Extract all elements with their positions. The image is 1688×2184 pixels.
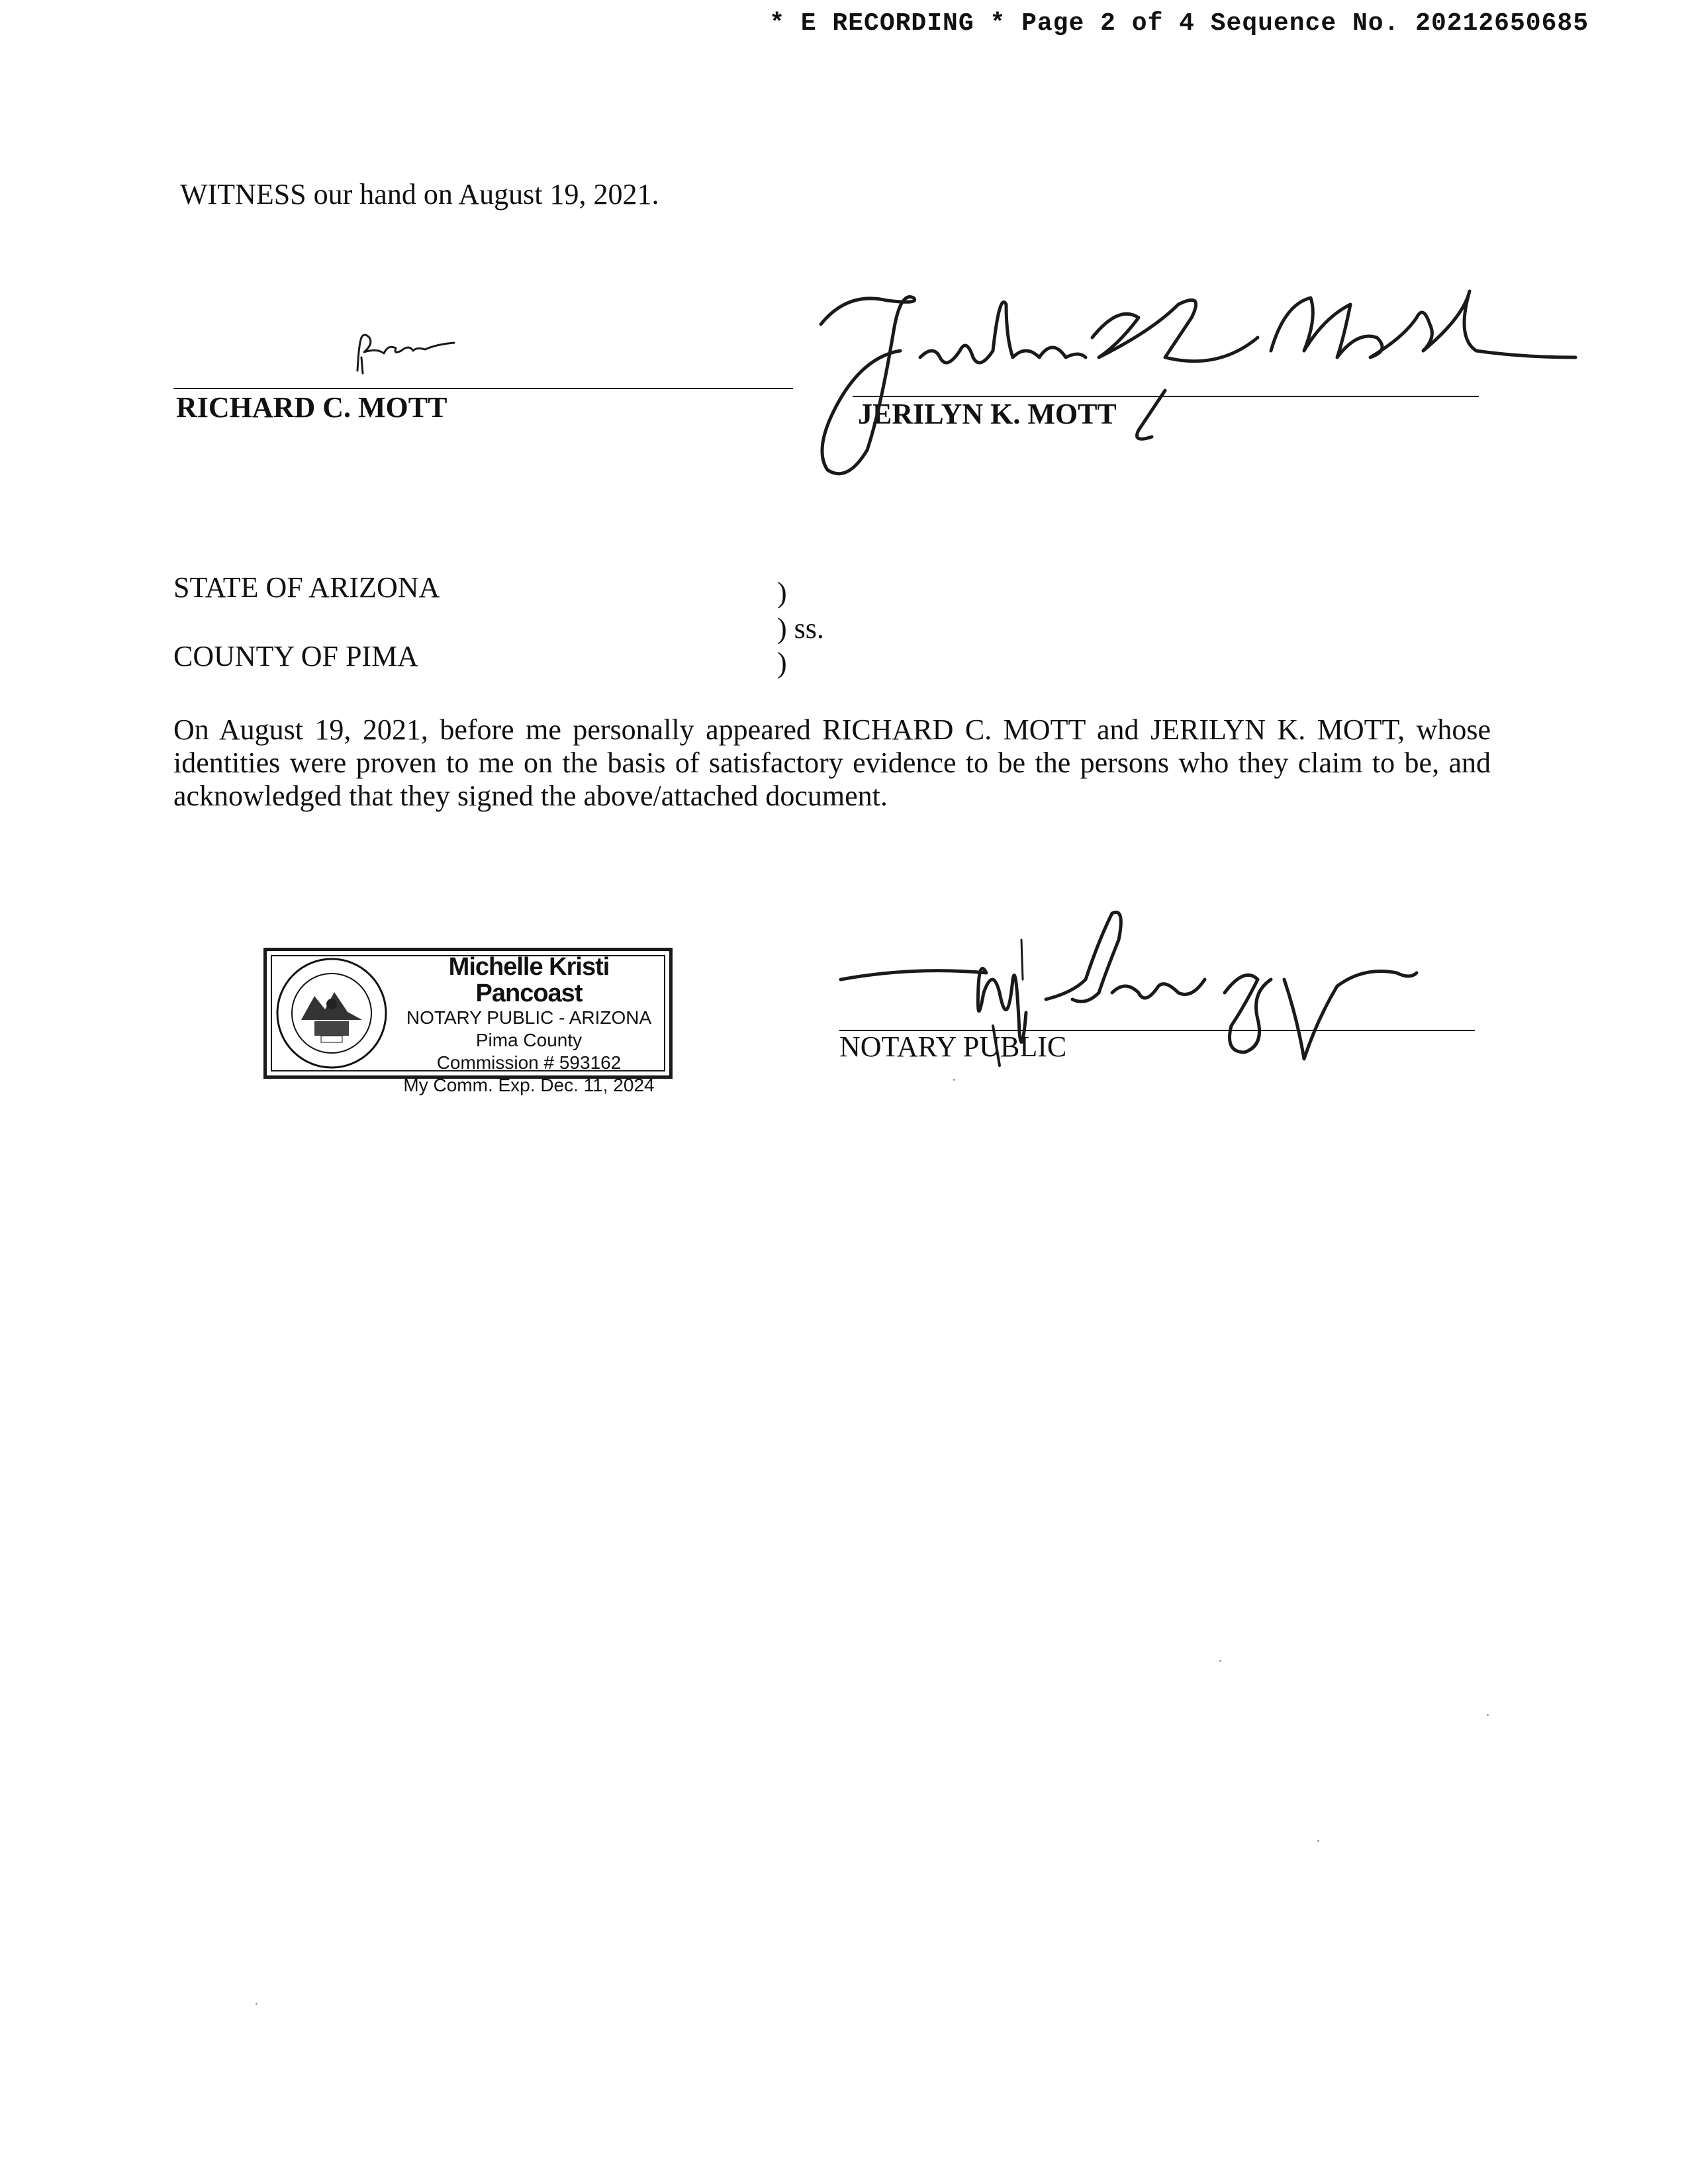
state-label: STATE OF ARIZONA: [173, 571, 440, 604]
county-label: COUNTY OF PIMA: [173, 640, 418, 672]
richard-initials-signature: [344, 318, 477, 384]
recording-header: * E RECORDING * Page 2 of 4 Sequence No. 20212650685: [769, 9, 1589, 38]
witness-line: WITNESS our hand on August 19, 2021.: [180, 178, 659, 210]
acknowledgment-paragraph: On August 19, 2021, before me personally appeared RICHARD C. MOTT and JERILYN K. MOTT, whose identities were proven to me on the basis of satisfactory evidence to be the persons who they claim to be, and acknowledged that they signed the above/attached document.: [173, 713, 1491, 812]
venue-paren-bottom: ): [777, 647, 787, 679]
richard-name-label: RICHARD C. MOTT: [176, 391, 447, 424]
notary-public-label: NOTARY PUBLIC: [839, 1030, 1067, 1063]
jerilyn-signature: [808, 278, 1582, 490]
notary-county: Pima County: [475, 1030, 583, 1050]
notary-expiration: My Comm. Exp. Dec. 11, 2024: [403, 1075, 655, 1095]
scan-speck: [1219, 1660, 1221, 1662]
left-signature-line: [173, 388, 793, 389]
notary-title: NOTARY PUBLIC - ARIZONA: [406, 1007, 652, 1028]
notary-name: Michelle Kristi Pancoast: [448, 953, 610, 1007]
venue-paren-top: ): [777, 576, 787, 609]
scan-speck: [256, 2003, 258, 2005]
scan-speck: [953, 1079, 955, 1081]
scan-speck: [1487, 1714, 1489, 1716]
jerilyn-name-label: JERILYN K. MOTT: [858, 398, 1117, 430]
scan-speck: [1317, 1840, 1319, 1842]
seal-text-block: [393, 954, 665, 1097]
notary-signature: [834, 900, 1470, 1099]
notary-commission: Commission # 593162: [436, 1052, 622, 1073]
venue-ss: ) ss.: [777, 612, 824, 645]
arizona-state-seal-icon: [275, 956, 389, 1070]
notary-seal-stamp: [263, 948, 673, 1095]
